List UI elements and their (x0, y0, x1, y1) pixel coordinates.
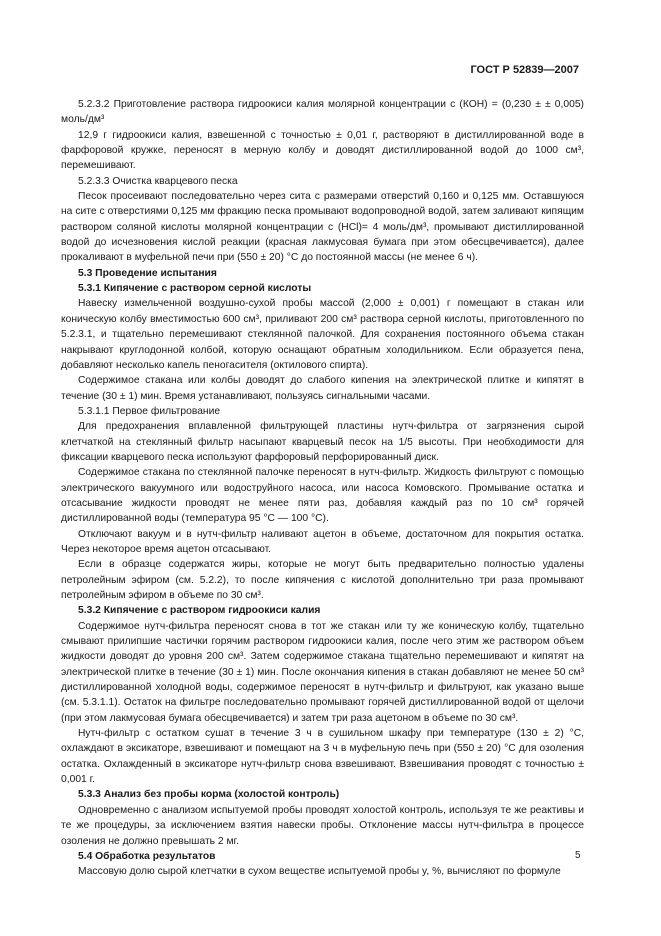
paragraph: Содержимое стакана или колбы доводят до слабого кипения на электрической плитке и кипятят в течение (30 ± 1) мин. Время устанавливают, пользуясь сигнальными часами. (61, 375, 584, 402)
paragraph: Для предохранения вплавленной фильтрующей пластины нутч-фильтра от загрязнения сырой клетчаткой на стеклянный фильтр насыпают кварцевый песок на 1/5 высоты. При необходимости для фиксации кварцевого песка используют фарфоровый перфорированный диск. (61, 421, 584, 463)
subsection-heading: 5.3.1 Кипячение с раствором серной кислоты (78, 283, 312, 295)
paragraph: Навеску измельченной воздушно-сухой пробы массой (2,000 ± 0,001) г помещают в стакан или коническую колбу вместимостью 600 см³, приливают 200 см³ раствора серной кислоты, приготовленного по 5.2.3.1, и тщательно перемешивают стеклянной палочкой. Для сохранения постоянного объема стакан накрывают круглодонной колбой, которую оснащают обратным холодильником. Если образуется пена, добавляют несколько капель пеногасителя (октилового спирта). (61, 298, 584, 371)
document-id: ГОСТ Р 52839—2007 (470, 64, 579, 76)
paragraph: 5.3.1.1 Первое фильтрование (78, 405, 221, 417)
paragraph: Нутч-фильтр с остатком сушат в течение 3 ч в сушильном шкафу при температуре (130 ± 2) °С, охлаждают в эксикаторе, взвешивают и помещают на 3 ч в муфельную печь при (550 ± 20) °С для озоления остатка. Охлажденный в эксикаторе нутч-фильтр снова взвешивают. Взвешивания проводят с точностью ± 0,001 г. (61, 728, 584, 786)
section-heading: 5.3 Проведение испытания (78, 267, 217, 279)
paragraph: Если в образце содержатся жиры, которые не могут быть предварительно полностью удалены петролейным эфиром (см. 5.2.2), то после кипячения с кислотой дополнительно три раза промывают петролейным эфиром в объеме по 30 см³. (61, 559, 584, 601)
paragraph: Одновременно с анализом испытуемой пробы проводят холостой контроль, используя те же реактивы и те же процедуры, за исключением взятия навески пробы. Отклонение массы нутч-фильтра в процессе озоления не должно превышать 2 мг. (61, 804, 584, 847)
subsection-heading: 5.3.2 Кипячение с раствором гидроокиси калия (78, 605, 321, 617)
paragraph: Содержимое нутч-фильтра переносят снова в тот же стакан или ту же коническую колбу, тщательно смывают прилипшие частички горячим раствором гидроокиси калия, после чего этим же раствором объем жидкости доводят до уровня 200 см³. Затем содержимое стакана тщательно перемешивают и кипятят на электрической плитке в течение (30 ± 1) мин. После окончания кипения в стакан добавляют не менее 50 см³ дистиллированной холодной воды, содержимое переносят в нутч-фильтр и фильтруют, как указано выше (см. 5.3.1.1). Остаток на фильтре последовательно промывают горячей дистиллированной водой от щелочи (при этом лакмусовая бумага обесцвечивается) и затем три раза ацетоном в объеме по 30 см³. (61, 620, 584, 724)
paragraph: Отключают вакуум и в нутч-фильтр наливают ацетон в объеме, достаточном для покрытия остатка. Через некоторое время ацетон отсасывают. (61, 528, 584, 555)
paragraph: Массовую долю сырой клетчатки в сухом веществе испытуемой пробы y, %, вычисляют по формуле (78, 866, 561, 878)
paragraph: 5.2.3.2 Приготовление раствора гидроокиси калия молярной концентрации c (КОН) = (0,230 ± ± 0,005) моль/дм³ (61, 99, 584, 126)
page-number: 5 (575, 850, 581, 861)
section-heading: 5.4 Обработка результатов (78, 850, 216, 862)
paragraph: 12,9 г гидроокиси калия, взвешенной с точностью ± 0,01 г, растворяют в дистиллированной воде в фарфоровой кружке, переносят в мерную колбу и доводят дистиллированной водой до 1000 см³, перемешивают. (61, 129, 584, 172)
subsection-heading: 5.3.3 Анализ без пробы корма (холостой контроль) (78, 789, 340, 801)
paragraph: Содержимое стакана по стеклянной палочке переносят в нутч-фильтр. Жидкость фильтруют с помощью электрического вакуумного или водоструйного насоса, или насоса Комовского. Промывание остатка и отсасывание жидкости проводят не менее пяти раз, добавляя каждый раз по 10 см³ горячей дистиллированной воды (температура 95 °С — 100 °С). (61, 467, 584, 525)
paragraph: Песок просеивают последовательно через сита с размерами отверстий 0,160 и 0,125 мм. Оставшуюся на сите с отверстиями 0,125 мм фракцию песка промывают водопроводной водой, затем заливают кипящим раствором соляной кислоты молярной концентрации c (НСl)= 4 моль/дм³, промывают дистиллированной водой до исчезновения кислой реакции (красная лакмусовая бумага при этом обесцвечивается), далее прокаливают в муфельной печи при (550 ± 20) °С до постоянной массы (не менее 6 ч). (61, 191, 584, 264)
document-body (61, 97, 584, 880)
paragraph: 5.2.3.3 Очистка кварцевого песка (78, 175, 238, 187)
